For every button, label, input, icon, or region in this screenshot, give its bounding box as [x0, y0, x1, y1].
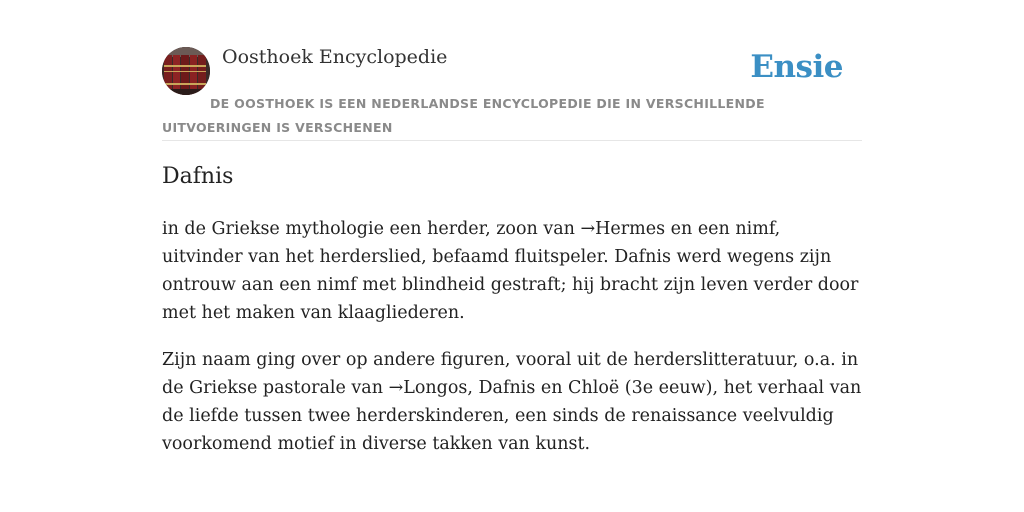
content-container [162, 40, 862, 454]
brand-logo[interactable]: Ensie [750, 49, 843, 85]
site-title[interactable]: Oosthoek Encyclopedie [222, 46, 448, 68]
article-body [162, 215, 862, 477]
article-paragraph [162, 346, 862, 458]
paragraph-text: , Dafnis en Chloë (3e eeuw), het verhaal van de liefde tussen twee herderskinderen, een sinds de renaissance veelvuldig voorkomend motief in diverse takken van kunst. [162, 378, 862, 454]
cross-reference-link-longos[interactable]: →Longos [388, 378, 468, 398]
encyclopedia-books-avatar[interactable] [162, 47, 210, 95]
books-icon [162, 47, 210, 95]
site-tagline: DE OOSTHOEK IS EEN NEDERLANDSE ENCYCLOPEDIE DIE IN VERSCHILLENDE UITVOERINGEN IS VERSCHENEN [162, 96, 765, 135]
site-header [162, 40, 862, 141]
article-paragraph [162, 215, 862, 327]
paragraph-text: en een nimf, uitvinder van het herderslied, befaamd fluitspeler. Dafnis werd wegens zijn ontrouw aan een nimf met blindheid gestraft; hij bracht zijn leven verder door met het maken van klaagliederen. [162, 219, 859, 323]
cross-reference-link-hermes[interactable]: →Hermes [580, 219, 666, 239]
paragraph-text: Zijn naam ging over op andere figuren, vooral uit de herderslitteratuur, o.a. in de Griekse pastorale van [162, 350, 859, 398]
paragraph-text: in de Griekse mythologie een herder, zoon van [162, 219, 581, 239]
article-title: Dafnis [162, 164, 234, 189]
